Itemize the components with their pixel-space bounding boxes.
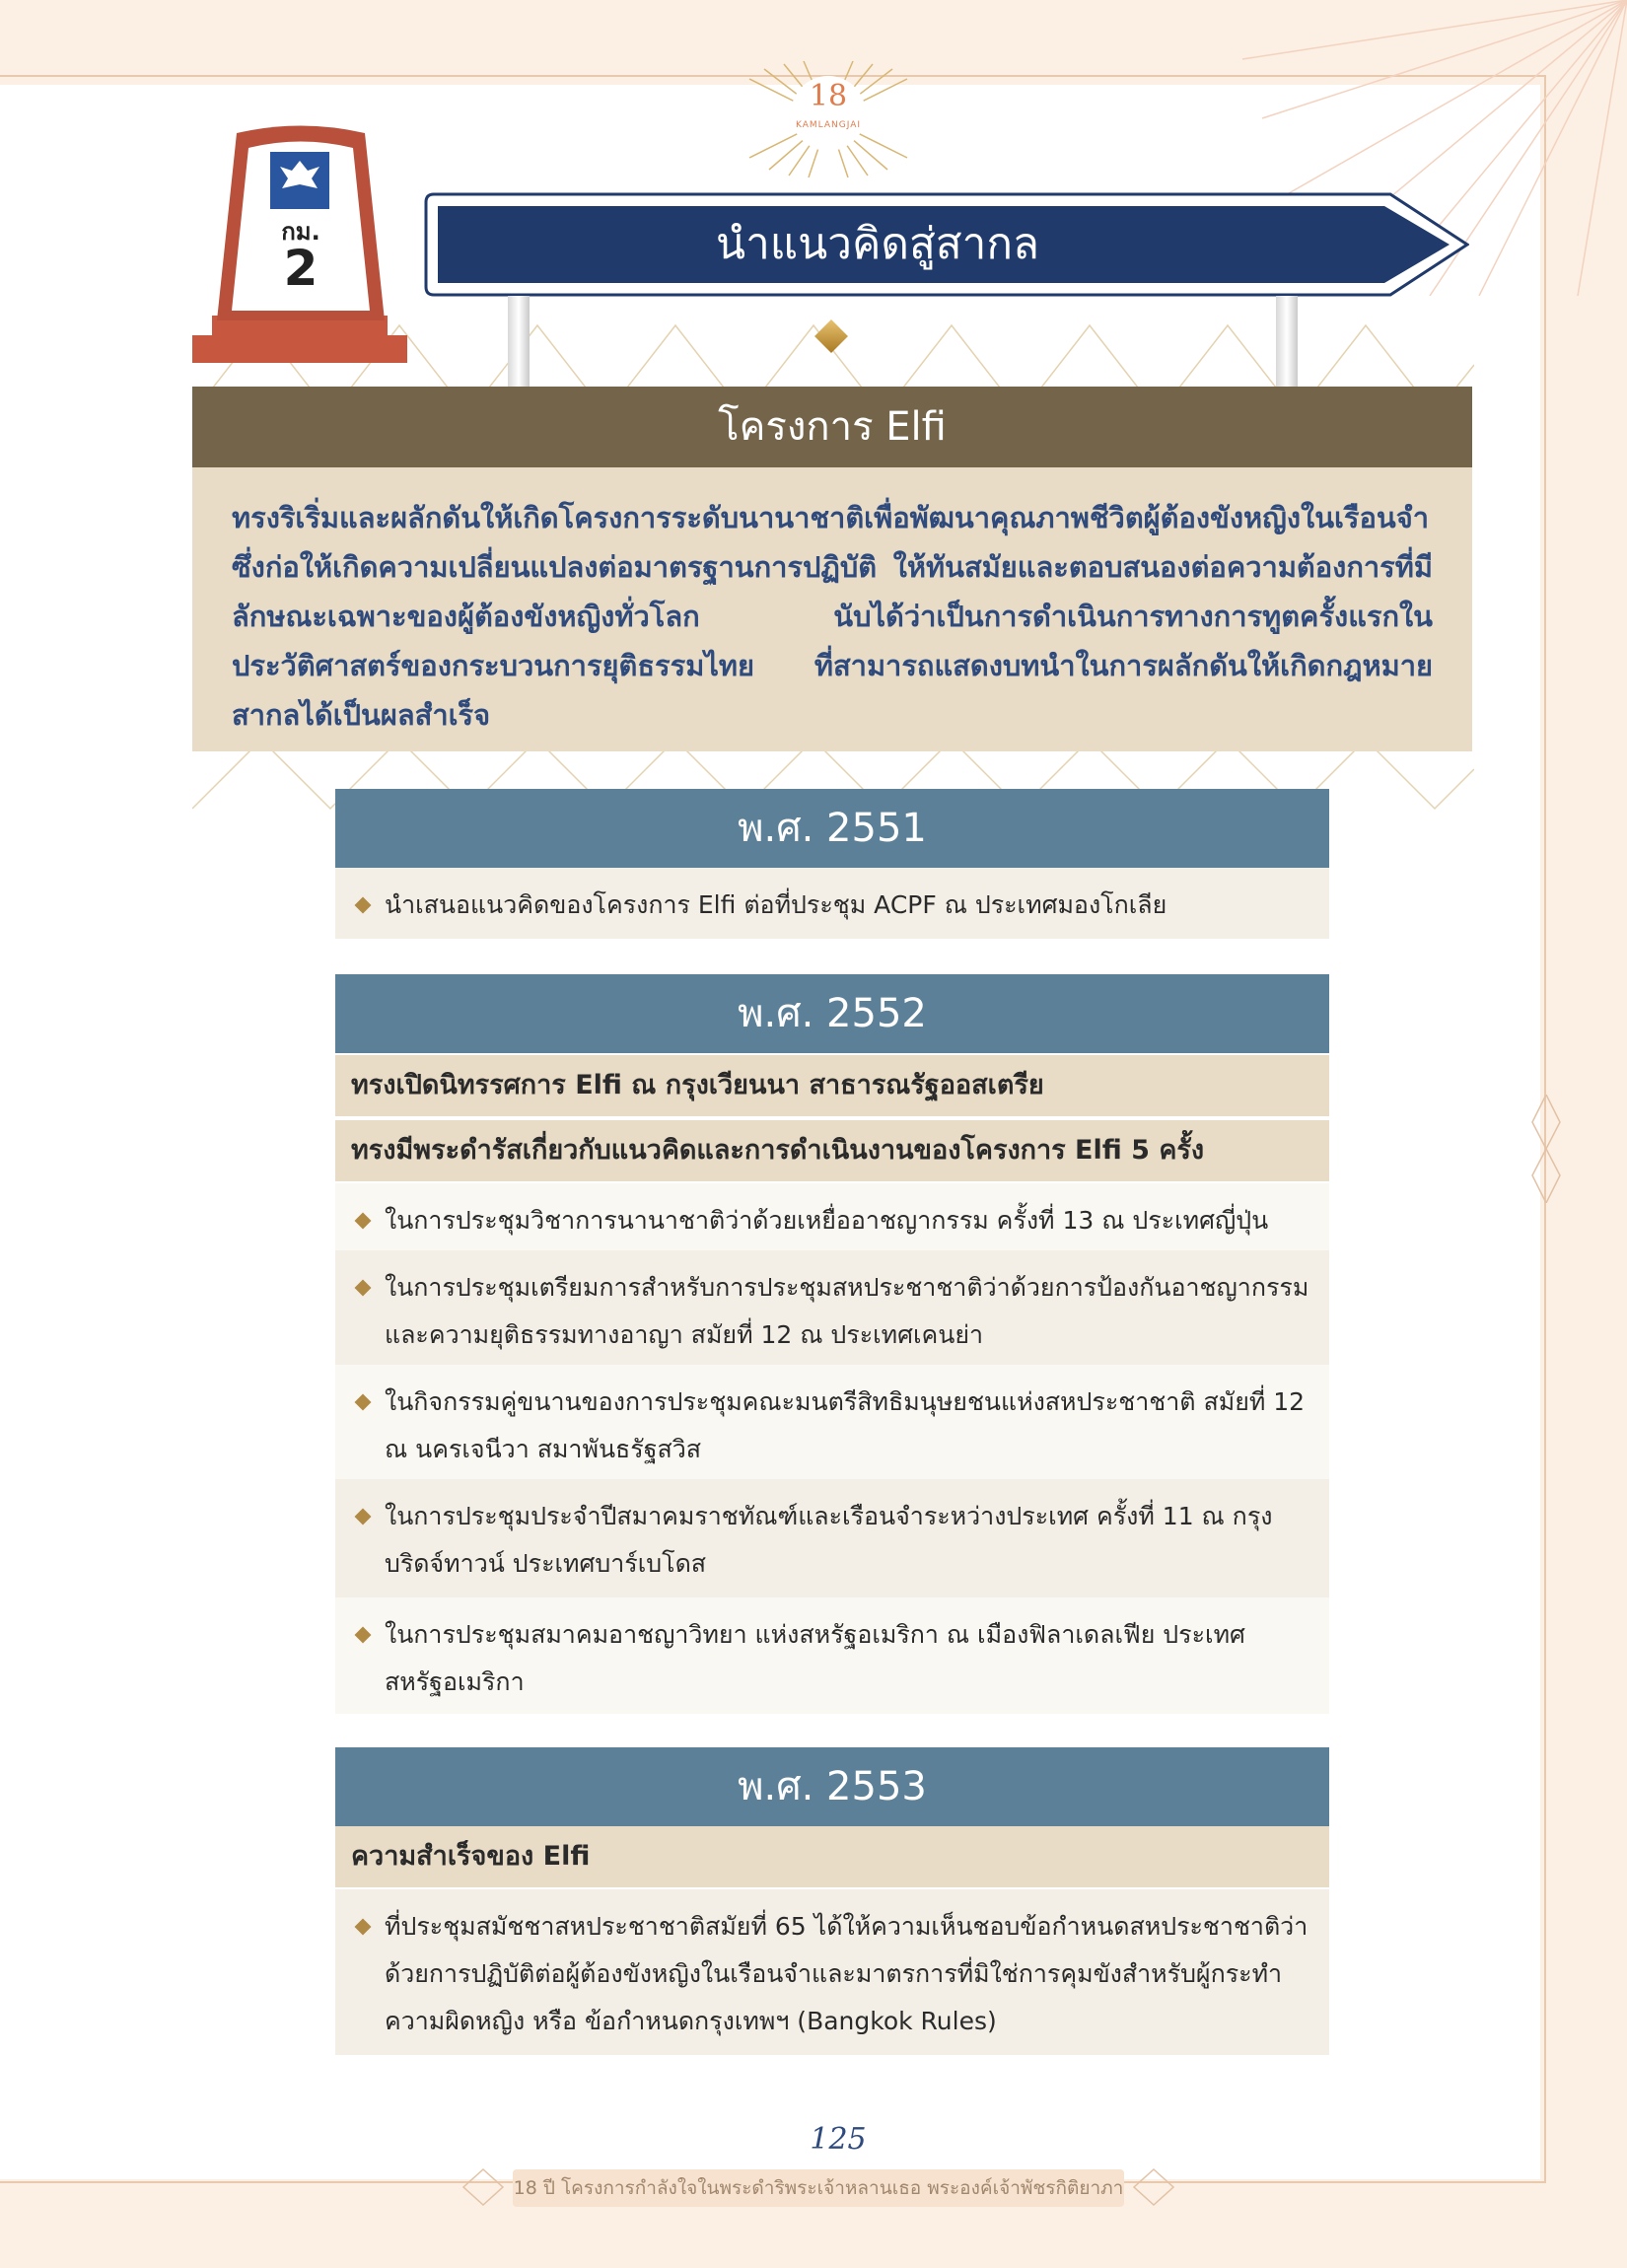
project-title: โครงการ Elfi xyxy=(192,387,1472,467)
diamond-bullet-icon xyxy=(355,897,372,914)
diamond-bullet-icon xyxy=(355,1509,372,1525)
rays-icon xyxy=(730,59,927,177)
sub-heading: ทรงมีพระดำรัสเกี่ยวกับแนวคิดและการดำเนินงานของโครงการ Elfi 5 ครั้ง xyxy=(335,1120,1329,1181)
side-ornament-icon xyxy=(1530,1095,1562,1203)
sign-post-right xyxy=(1276,296,1298,390)
diamond-bullet-icon xyxy=(355,1627,372,1644)
km-abbr: กม. xyxy=(281,218,320,246)
footer-text: 18 ปี โครงการกำลังใจในพระดำริพระเจ้าหลานเธอ พระองค์เจ้าพัชรกิติยาภา xyxy=(513,2177,1124,2199)
footer-ornament-icon xyxy=(454,2158,513,2217)
list-item-text: ในการประชุมวิชาการนานาชาติว่าด้วยเหยื่ออาชญากรรม ครั้งที่ 13 ณ ประเทศญี่ปุ่น xyxy=(385,1206,1269,1235)
list-item xyxy=(335,1479,1329,1597)
list-item-text: ในการประชุมสมาคมอาชญาวิทยา แห่งสหรัฐอเมริกา ณ เมืองฟิลาเดลเฟีย ประเทศสหรัฐอเมริกา xyxy=(385,1620,1245,1696)
sub-heading: ทรงเปิดนิทรรศการ Elfi ณ กรุงเวียนนา สาธารณรัฐออสเตรีย xyxy=(335,1055,1329,1116)
logo-number: 18 xyxy=(809,79,848,113)
sign-post-left xyxy=(508,296,530,390)
list-item xyxy=(335,868,1329,939)
diamond-bullet-icon xyxy=(355,1394,372,1411)
list-item xyxy=(335,1250,1329,1365)
list-item xyxy=(335,1597,1329,1714)
list-item-text: ในกิจกรรมคู่ขนานของการประชุมคณะมนตรีสิทธิมนุษยชนแห่งสหประชาชาติ สมัยที่ 12 ณ นครเจนีวา สมาพันธรัฐสวิส xyxy=(385,1387,1306,1463)
diamond-bullet-icon xyxy=(355,1280,372,1297)
list-item xyxy=(335,1183,1329,1250)
list-item xyxy=(335,1889,1329,2055)
footer-ornament-icon xyxy=(1124,2158,1183,2217)
year-header-2552: พ.ศ. 2552 xyxy=(335,974,1329,1053)
diamond-bullet-icon xyxy=(355,1213,372,1230)
sub-heading: ความสำเร็จของ Elfi xyxy=(335,1826,1329,1887)
logo-subtitle: KAMLANGJAI xyxy=(795,120,862,130)
project-description: ทรงริเริ่มและผลักดันให้เกิดโครงการระดับนานาชาติเพื่อพัฒนาคุณภาพชีวิตผู้ต้องขังหญิงในเรือนจำซึ่งก่อให้เกิดความเปลี่ยนแปลงต่อมาตรฐานการปฏิบัติ ให้ทันสมัยและตอบสนองต่อความต้องการที่มีลักษณะเฉพาะของผู้ต้องขังหญิงทั่วโลก นับได้ว่าเป็นการดำเนินการทางการทูตครั้งแรกในประวัติศาสตร์ของกระบวนการยุติธรรมไทย ที่สามารถแสดงบทนำในการผลักดันให้เกิดกฎหมายสากลได้เป็นผลสำเร็จ xyxy=(232,501,1433,732)
list-item-text: ในการประชุมเตรียมการสำหรับการประชุมสหประชาชาติว่าด้วยการป้องกันอาชญากรรมและความยุติธรรมทางอาญา สมัยที่ 12 ณ ประเทศเคนย่า xyxy=(385,1273,1309,1349)
list-item-text: นำเสนอแนวคิดของโครงการ Elfi ต่อที่ประชุม ACPF ณ ประเทศมองโกเลีย xyxy=(385,890,1167,919)
list-item-text: ในการประชุมประจำปีสมาคมราชทัณฑ์และเรือนจำระหว่างประเทศ ครั้งที่ 11 ณ กรุงบริดจ์ทาวน์ ประเทศบาร์เบโดส xyxy=(385,1502,1273,1578)
page-number: 125 xyxy=(810,2122,867,2157)
banner-title: นำแนวคิดสู่สากล xyxy=(716,219,1039,269)
km-number: 2 xyxy=(283,240,318,297)
list-item xyxy=(335,1365,1329,1479)
project-description-box xyxy=(192,467,1472,751)
year-header-2553: พ.ศ. 2553 xyxy=(335,1747,1329,1826)
list-item-text: ที่ประชุมสมัชชาสหประชาชาติสมัยที่ 65 ได้ให้ความเห็นชอบข้อกำหนดสหประชาชาติว่าด้วยการปฏิบัติต่อผู้ต้องขังหญิงในเรือนจำและมาตรการที่มิใช่การคุมขังสำหรับผู้กระทำความผิดหญิง หรือ ข้อกำหนดกรุงเทพฯ (Bangkok Rules) xyxy=(385,1912,1309,2035)
year-header-2551: พ.ศ. 2551 xyxy=(335,789,1329,868)
anniversary-logo xyxy=(730,59,927,177)
diamond-bullet-icon xyxy=(355,1919,372,1936)
